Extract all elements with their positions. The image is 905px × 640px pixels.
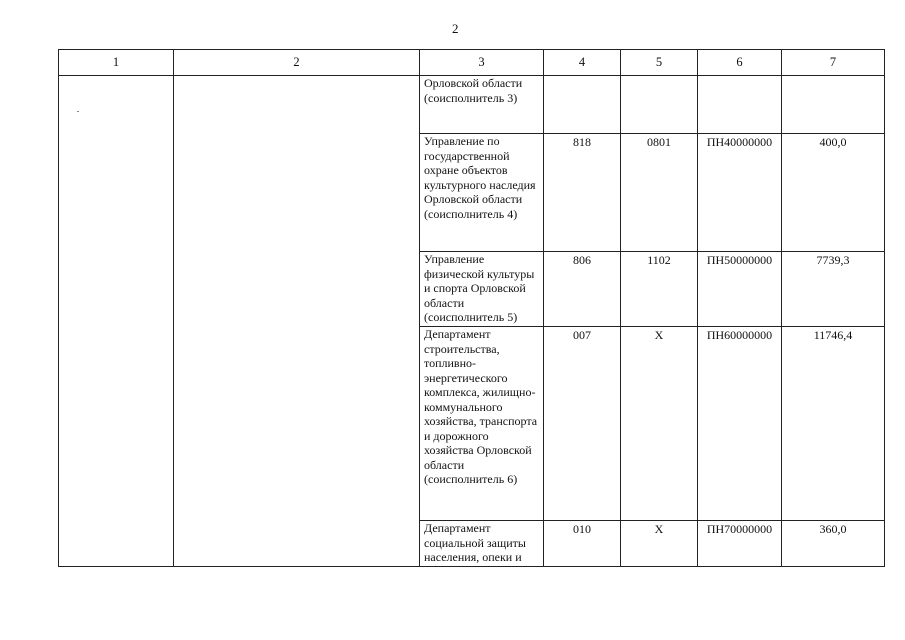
amount-cell: 11746,4 <box>782 327 885 521</box>
section-code-cell <box>621 76 698 134</box>
executor-cell: Управление физической культуры и спорта Орловской области (соисполнитель 5) <box>420 252 544 327</box>
amount-cell: 400,0 <box>782 134 885 252</box>
executor-cell: Департамент социальной защиты населения, опеки и <box>420 521 544 567</box>
table-header-row <box>59 50 885 76</box>
target-article-cell <box>698 76 782 134</box>
header-cell-2: 2 <box>174 50 420 76</box>
budget-table <box>58 49 885 567</box>
header-cell-1: 1 <box>59 50 174 76</box>
target-article-cell: ПН40000000 <box>698 134 782 252</box>
amount-cell: 7739,3 <box>782 252 885 327</box>
section-code-cell: Х <box>621 521 698 567</box>
ministry-code-cell: 806 <box>544 252 621 327</box>
amount-cell <box>782 76 885 134</box>
header-cell-4: 4 <box>544 50 621 76</box>
executor-cell: Орловской области (соисполнитель 3) <box>420 76 544 134</box>
section-code-cell: 0801 <box>621 134 698 252</box>
amount-cell: 360,0 <box>782 521 885 567</box>
ministry-code-cell: 818 <box>544 134 621 252</box>
target-article-cell: ПН60000000 <box>698 327 782 521</box>
section-code-cell: 1102 <box>621 252 698 327</box>
merged-cell-col1 <box>59 76 174 567</box>
table-row <box>59 76 885 134</box>
page-number: 2 <box>452 21 459 36</box>
header-cell-7: 7 <box>782 50 885 76</box>
executor-cell: Департамент строительства, топливно-энергетического комплекса, жилищно-коммунального хозяйства, транспорта и дорожного хозяйства Орловской области (соисполнитель 6) <box>420 327 544 521</box>
ministry-code-cell: 007 <box>544 327 621 521</box>
merged-cell-col2 <box>174 76 420 567</box>
ministry-code-cell: 010 <box>544 521 621 567</box>
header-cell-5: 5 <box>621 50 698 76</box>
section-code-cell: Х <box>621 327 698 521</box>
target-article-cell: ПН70000000 <box>698 521 782 567</box>
target-article-cell: ПН50000000 <box>698 252 782 327</box>
ministry-code-cell <box>544 76 621 134</box>
scan-speck <box>77 111 79 112</box>
header-cell-3: 3 <box>420 50 544 76</box>
executor-cell: Управление по государственной охране объектов культурного наследия Орловской области (соисполнитель 4) <box>420 134 544 252</box>
header-cell-6: 6 <box>698 50 782 76</box>
